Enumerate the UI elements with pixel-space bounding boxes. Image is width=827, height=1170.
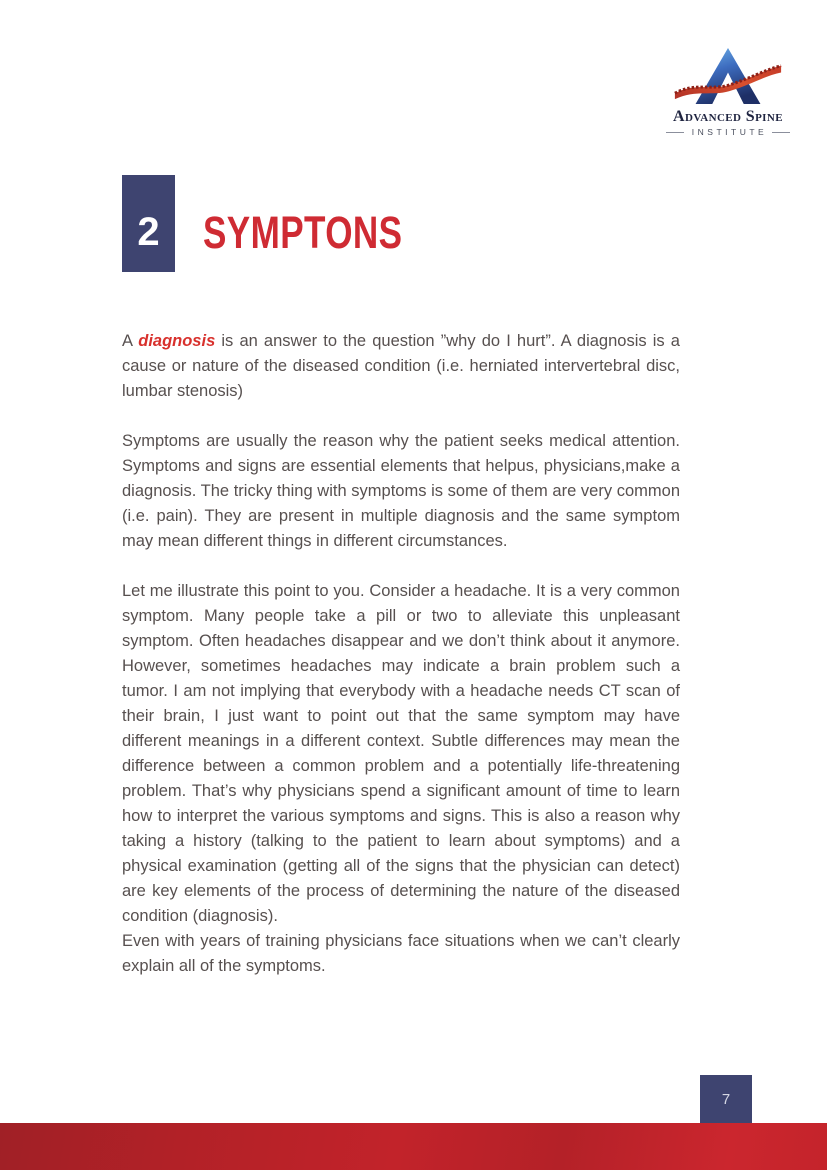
paragraph-headache: Let me illustrate this point to you. Consider a headache. It is a very common symptom. Many people take a pill or two to alleviate this unpleasant symptom. Often headaches disappear and we don’t think about it anymore. However, sometimes headaches may indicate a brain problem such a tumor. I am not implying that everybody with a headache needs CT scan of their brain, I just want to point out that the same symptom may have different meanings in a different context. Subtle differences may mean the difference between a common problem and a potentially life-threatening problem. That’s why physicians spend a significant amount of time to learn how to interpret the various symptoms and signs. This is also a reason why taking a history (talking to the patient to learn about symptoms) and a physical examination (getting all of the signs that the physician can detect) are key elements of the process of determining the nature of the diseased condition (diagnosis). <box>122 582 680 925</box>
body-text <box>122 329 680 979</box>
brand-name: Advanced Spine <box>673 108 783 125</box>
page-title: SYMPTONS <box>203 206 403 258</box>
chapter-number: 2 <box>137 210 160 254</box>
chapter-number-box <box>122 175 175 272</box>
paragraph-text: is an answer to the question ”why do I hurt”. A diagnosis is a cause or nature of the diseased condition (i.e. herniated intervertebral disc, lumbar stenosis) <box>122 332 680 400</box>
institute-label: INSTITUTE <box>691 127 768 137</box>
logo <box>662 46 794 137</box>
footer-accent-bar <box>0 1123 827 1170</box>
chapter-heading <box>122 175 459 272</box>
spine-letter-a-icon <box>669 46 787 106</box>
institute-row <box>662 127 794 137</box>
paragraph-diagnosis <box>122 329 680 404</box>
paragraph-training: Even with years of training physicians face situations when we can’t clearly explain all of the symptoms. <box>122 932 680 975</box>
page-number: 7 <box>721 1090 731 1108</box>
paragraph-text: A <box>122 332 139 350</box>
divider-line-left <box>666 132 684 133</box>
divider-line-right <box>772 132 790 133</box>
diagnosis-highlight: diagnosis <box>138 332 216 350</box>
paragraph-symptoms: Symptoms are usually the reason why the patient seeks medical attention. Symptoms and signs are essential elements that helpus, physicians,make a diagnosis. The tricky thing with symptoms is some of them are very common (i.e. pain). They are present in multiple diagnosis and the same symptom may mean different things in different circumstances. <box>122 432 680 550</box>
page-number-box <box>700 1075 752 1123</box>
